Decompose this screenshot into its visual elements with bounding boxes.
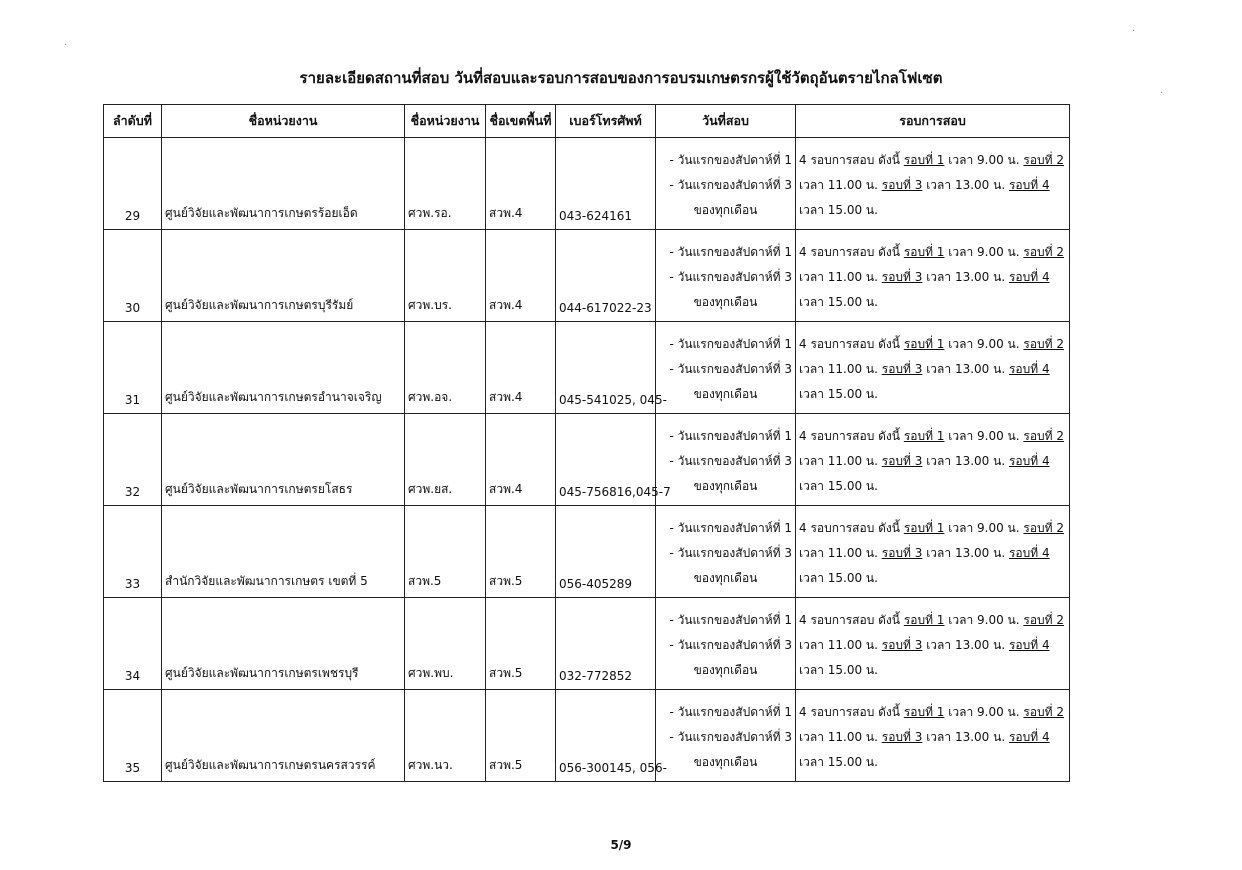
round-1-label: รอบที่ 1: [903, 429, 945, 443]
org-abbr-cell: ศวพ.อจ.: [405, 322, 486, 414]
header-org-abbr: ชื่อหน่วยงาน: [405, 105, 486, 138]
rounds-line-2: [799, 357, 1066, 382]
row-no: 29: [104, 138, 162, 230]
zone-cell: สวพ.5: [486, 598, 556, 690]
scan-speck: ·: [1132, 26, 1136, 37]
exam-date-cell: [656, 506, 796, 598]
rounds-intro: 4 รอบการสอบ ดังนี้: [799, 153, 904, 167]
round-4-label: รอบที่ 4: [1008, 454, 1050, 468]
row-no: 32: [104, 414, 162, 506]
phone-cell: 056-300145, 056-: [556, 690, 656, 782]
exam-date-line-2: - วันแรกของสัปดาห์ที่ 3: [669, 178, 792, 192]
rounds-intro: 4 รอบการสอบ ดังนี้: [799, 521, 904, 535]
table-row: [104, 414, 1070, 506]
row-no: 33: [104, 506, 162, 598]
exam-date-line-1: - วันแรกของสัปดาห์ที่ 1: [669, 245, 792, 259]
exam-schedule-table: [103, 104, 1070, 782]
rounds-line-3: [799, 566, 1066, 591]
exam-date-line-1: - วันแรกของสัปดาห์ที่ 1: [669, 521, 792, 535]
header-phone: เบอร์โทรศัพท์: [556, 105, 656, 138]
org-abbr-cell: ศวพ.ยส.: [405, 414, 486, 506]
table-row: [104, 506, 1070, 598]
rounds-cell: [796, 690, 1070, 782]
rounds-line-2: [799, 173, 1066, 198]
round-1-time: เวลา 9.00 น.: [944, 245, 1024, 259]
rounds-line-3: [799, 290, 1066, 315]
round-2-label: รอบที่ 2: [1023, 429, 1065, 443]
org-name-cell: ศูนย์วิจัยและพัฒนาการเกษตรอำนาจเจริญ: [162, 322, 405, 414]
table-row: [104, 322, 1070, 414]
exam-date-line-2: - วันแรกของสัปดาห์ที่ 3: [669, 362, 792, 376]
rounds-cell: [796, 414, 1070, 506]
exam-date-line-3: ของทุกเดือน: [693, 295, 758, 309]
rounds-line-2: [799, 541, 1066, 566]
row-no: 31: [104, 322, 162, 414]
round-1-label: รอบที่ 1: [903, 521, 945, 535]
exam-date-cell: [656, 414, 796, 506]
exam-date-line-2: - วันแรกของสัปดาห์ที่ 3: [669, 454, 792, 468]
rounds-intro: 4 รอบการสอบ ดังนี้: [799, 245, 904, 259]
rounds-line-1: [799, 332, 1066, 357]
zone-cell: สวพ.4: [486, 322, 556, 414]
round-4-label: รอบที่ 4: [1008, 362, 1050, 376]
exam-date-line-3: ของทุกเดือน: [693, 203, 758, 217]
round-4-time: เวลา 15.00 น.: [799, 295, 878, 309]
rounds-line-2: [799, 265, 1066, 290]
exam-date-line-1: - วันแรกของสัปดาห์ที่ 1: [669, 429, 792, 443]
exam-date-cell: [656, 598, 796, 690]
row-no: 34: [104, 598, 162, 690]
rounds-intro: 4 รอบการสอบ ดังนี้: [799, 613, 904, 627]
round-2-label: รอบที่ 2: [1023, 337, 1065, 351]
header-org-name: ชื่อหน่วยงาน: [162, 105, 405, 138]
round-3-time: เวลา 13.00 น.: [922, 638, 1009, 652]
org-name-cell: ศูนย์วิจัยและพัฒนาการเกษตรเพชรบุรี: [162, 598, 405, 690]
exam-date-line-1: - วันแรกของสัปดาห์ที่ 1: [669, 705, 792, 719]
exam-date-line-3: ของทุกเดือน: [693, 387, 758, 401]
round-1-time: เวลา 9.00 น.: [944, 153, 1024, 167]
round-1-time: เวลา 9.00 น.: [944, 337, 1024, 351]
phone-cell: 056-405289: [556, 506, 656, 598]
phone-cell: 043-624161: [556, 138, 656, 230]
round-4-time: เวลา 15.00 น.: [799, 755, 878, 769]
exam-date-cell: [656, 230, 796, 322]
rounds-intro: 4 รอบการสอบ ดังนี้: [799, 337, 904, 351]
page-number: 5/9: [610, 838, 632, 852]
round-4-time: เวลา 15.00 น.: [799, 571, 878, 585]
rounds-line-1: [799, 148, 1066, 173]
row-no: 30: [104, 230, 162, 322]
table-row: [104, 598, 1070, 690]
rounds-line-2: [799, 725, 1066, 750]
rounds-cell: [796, 598, 1070, 690]
round-2-label: รอบที่ 2: [1023, 153, 1065, 167]
org-name-cell: ศูนย์วิจัยและพัฒนาการเกษตรนครสวรรค์: [162, 690, 405, 782]
rounds-line-1: [799, 700, 1066, 725]
round-3-time: เวลา 13.00 น.: [922, 178, 1009, 192]
zone-cell: สวพ.4: [486, 138, 556, 230]
org-abbr-cell: ศวพ.รอ.: [405, 138, 486, 230]
org-abbr-cell: ศวพ.บร.: [405, 230, 486, 322]
exam-date-line-3: ของทุกเดือน: [693, 663, 758, 677]
exam-date-line-2: - วันแรกของสัปดาห์ที่ 3: [669, 730, 792, 744]
round-2-time: เวลา 11.00 น.: [799, 362, 882, 376]
round-2-time: เวลา 11.00 น.: [799, 638, 882, 652]
rounds-line-2: [799, 449, 1066, 474]
exam-date-cell: [656, 138, 796, 230]
round-4-label: รอบที่ 4: [1008, 638, 1050, 652]
table-row: [104, 690, 1070, 782]
rounds-line-2: [799, 633, 1066, 658]
round-3-time: เวลา 13.00 น.: [922, 454, 1009, 468]
rounds-cell: [796, 138, 1070, 230]
round-1-time: เวลา 9.00 น.: [944, 705, 1024, 719]
table-row: [104, 230, 1070, 322]
exam-date-line-2: - วันแรกของสัปดาห์ที่ 3: [669, 270, 792, 284]
scan-speck: ·: [1160, 88, 1164, 99]
rounds-intro: 4 รอบการสอบ ดังนี้: [799, 705, 904, 719]
round-1-label: รอบที่ 1: [903, 245, 945, 259]
phone-cell: 032-772852: [556, 598, 656, 690]
rounds-line-1: [799, 240, 1066, 265]
rounds-line-1: [799, 516, 1066, 541]
exam-date-line-1: - วันแรกของสัปดาห์ที่ 1: [669, 153, 792, 167]
round-3-time: เวลา 13.00 น.: [922, 546, 1009, 560]
round-4-label: รอบที่ 4: [1008, 178, 1050, 192]
zone-cell: สวพ.5: [486, 690, 556, 782]
round-3-time: เวลา 13.00 น.: [922, 270, 1009, 284]
rounds-line-1: [799, 424, 1066, 449]
zone-cell: สวพ.4: [486, 414, 556, 506]
round-1-label: รอบที่ 1: [903, 613, 945, 627]
round-1-time: เวลา 9.00 น.: [944, 429, 1024, 443]
round-3-label: รอบที่ 3: [881, 178, 923, 192]
exam-date-line-3: ของทุกเดือน: [693, 479, 758, 493]
rounds-cell: [796, 506, 1070, 598]
exam-date-line-1: - วันแรกของสัปดาห์ที่ 1: [669, 337, 792, 351]
round-1-label: รอบที่ 1: [903, 337, 945, 351]
exam-date-cell: [656, 690, 796, 782]
round-3-label: รอบที่ 3: [881, 546, 923, 560]
round-4-time: เวลา 15.00 น.: [799, 203, 878, 217]
rounds-line-3: [799, 382, 1066, 407]
round-4-time: เวลา 15.00 น.: [799, 387, 878, 401]
round-3-label: รอบที่ 3: [881, 454, 923, 468]
exam-date-line-3: ของทุกเดือน: [693, 571, 758, 585]
round-2-time: เวลา 11.00 น.: [799, 178, 882, 192]
round-2-time: เวลา 11.00 น.: [799, 270, 882, 284]
round-1-label: รอบที่ 1: [903, 153, 945, 167]
row-no: 35: [104, 690, 162, 782]
round-2-label: รอบที่ 2: [1023, 613, 1065, 627]
round-2-label: รอบที่ 2: [1023, 705, 1065, 719]
phone-cell: 044-617022-23: [556, 230, 656, 322]
exam-date-line-2: - วันแรกของสัปดาห์ที่ 3: [669, 638, 792, 652]
phone-cell: 045-541025, 045-: [556, 322, 656, 414]
exam-date-line-2: - วันแรกของสัปดาห์ที่ 3: [669, 546, 792, 560]
header-no: ลำดับที่: [104, 105, 162, 138]
round-4-label: รอบที่ 4: [1008, 730, 1050, 744]
org-abbr-cell: สวพ.5: [405, 506, 486, 598]
rounds-cell: [796, 322, 1070, 414]
org-name-cell: ศูนย์วิจัยและพัฒนาการเกษตรร้อยเอ็ด: [162, 138, 405, 230]
round-4-time: เวลา 15.00 น.: [799, 663, 878, 677]
header-rounds: รอบการสอบ: [796, 105, 1070, 138]
org-name-cell: ศูนย์วิจัยและพัฒนาการเกษตรบุรีรัมย์: [162, 230, 405, 322]
exam-date-line-1: - วันแรกของสัปดาห์ที่ 1: [669, 613, 792, 627]
round-2-time: เวลา 11.00 น.: [799, 454, 882, 468]
exam-date-cell: [656, 322, 796, 414]
table-row: [104, 138, 1070, 230]
round-2-time: เวลา 11.00 น.: [799, 546, 882, 560]
rounds-line-3: [799, 198, 1066, 223]
rounds-line-3: [799, 658, 1066, 683]
scan-speck: ·: [64, 40, 68, 51]
page-title: รายละเอียดสถานที่สอบ วันที่สอบและรอบการสอบของการอบรมเกษตรกรผู้ใช้วัตถุอันตรายไกลโฟเซต: [299, 69, 943, 87]
phone-cell: 045-756816,045-7: [556, 414, 656, 506]
org-abbr-cell: ศวพ.นว.: [405, 690, 486, 782]
org-abbr-cell: ศวพ.พบ.: [405, 598, 486, 690]
round-3-label: รอบที่ 3: [881, 638, 923, 652]
rounds-line-3: [799, 750, 1066, 775]
round-2-label: รอบที่ 2: [1023, 521, 1065, 535]
round-3-time: เวลา 13.00 น.: [922, 730, 1009, 744]
exam-date-line-3: ของทุกเดือน: [693, 755, 758, 769]
round-2-time: เวลา 11.00 น.: [799, 730, 882, 744]
org-name-cell: สำนักวิจัยและพัฒนาการเกษตร เขตที่ 5: [162, 506, 405, 598]
round-3-label: รอบที่ 3: [881, 270, 923, 284]
round-1-time: เวลา 9.00 น.: [944, 521, 1024, 535]
table-header-row: [104, 105, 1070, 138]
round-1-label: รอบที่ 1: [903, 705, 945, 719]
zone-cell: สวพ.5: [486, 506, 556, 598]
rounds-cell: [796, 230, 1070, 322]
table-body: [104, 138, 1070, 782]
round-3-time: เวลา 13.00 น.: [922, 362, 1009, 376]
round-1-time: เวลา 9.00 น.: [944, 613, 1024, 627]
round-4-time: เวลา 15.00 น.: [799, 479, 878, 493]
org-name-cell: ศูนย์วิจัยและพัฒนาการเกษตรยโสธร: [162, 414, 405, 506]
round-4-label: รอบที่ 4: [1008, 270, 1050, 284]
header-zone: ชื่อเขตพื้นที่: [486, 105, 556, 138]
round-2-label: รอบที่ 2: [1023, 245, 1065, 259]
rounds-line-1: [799, 608, 1066, 633]
round-3-label: รอบที่ 3: [881, 730, 923, 744]
round-4-label: รอบที่ 4: [1008, 546, 1050, 560]
header-exam-date: วันที่สอบ: [656, 105, 796, 138]
rounds-line-3: [799, 474, 1066, 499]
round-3-label: รอบที่ 3: [881, 362, 923, 376]
zone-cell: สวพ.4: [486, 230, 556, 322]
rounds-intro: 4 รอบการสอบ ดังนี้: [799, 429, 904, 443]
